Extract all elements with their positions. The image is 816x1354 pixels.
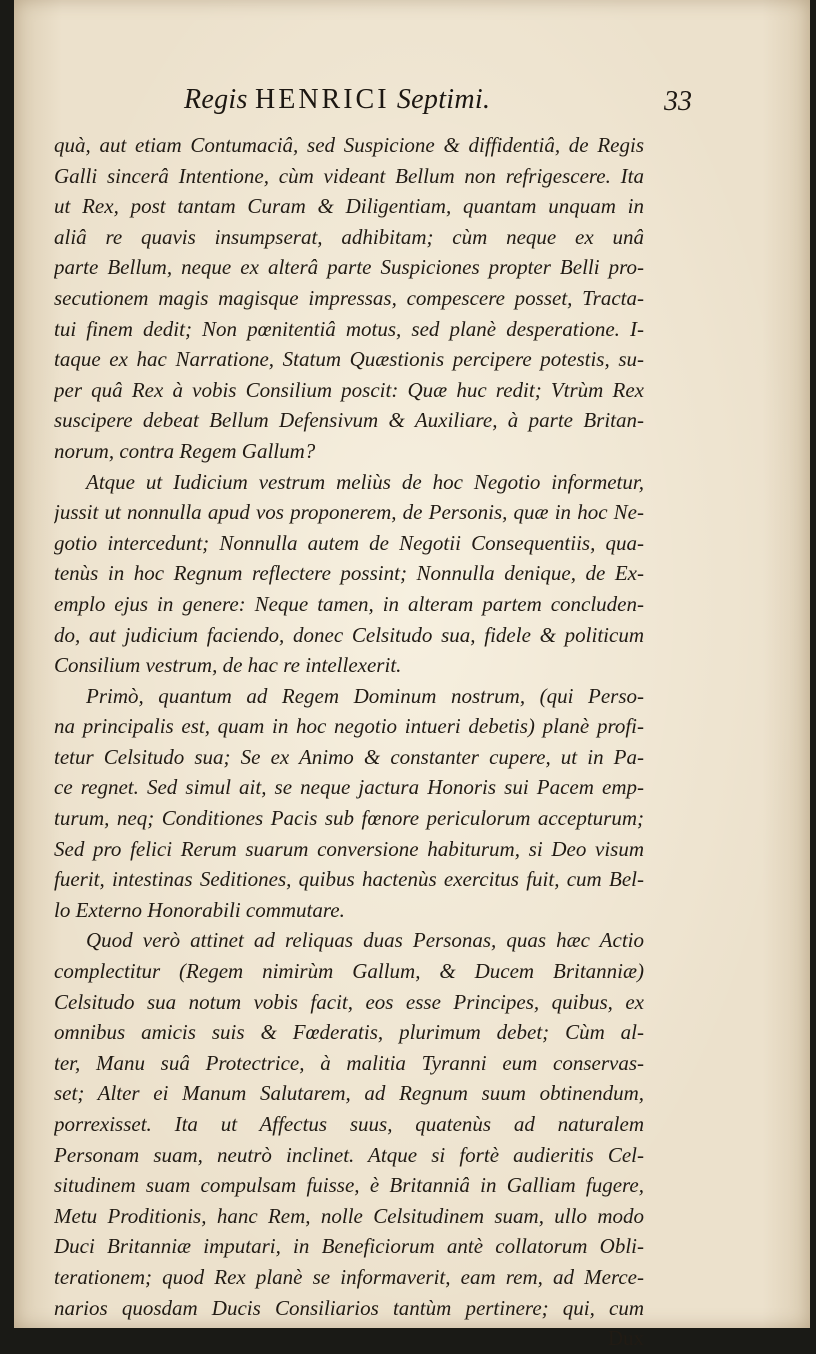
text-line: narios quosdam Ducis Consiliarios tantùm pertinere; qui, cum (54, 1295, 644, 1320)
page-header (14, 84, 810, 128)
running-title (184, 84, 490, 116)
text-line: ter, Manu suâ Protectrice, à malitia Tyranni eum conservas- (54, 1050, 644, 1075)
text-line: situdinem suam compulsam fuisse, è Britanniâ in Galliam fugere, (54, 1173, 644, 1198)
text-line: Celsitudo sua notum vobis facit, eos esse Principes, quibus, ex (54, 989, 644, 1014)
body-text (54, 130, 644, 1354)
text-line: suscipere debeat Bellum Defensivum & Auxiliare, à parte Britan- (54, 408, 644, 433)
text-line: Galli sincerâ Intentione, cùm videant Bellum non refrigescere. Ita (54, 163, 644, 188)
text-line: fuerit, intestinas Seditiones, quibus hactenùs exercitus fuit, cum Bel- (54, 867, 644, 892)
text-line: na principalis est, quam in hoc negotio intueri debetis) planè profi- (54, 714, 644, 739)
page-number: 33 (664, 86, 692, 117)
text-line: aliâ re quavis insumpserat, adhibitam; cùm neque ex unâ (54, 224, 644, 249)
text-line: jussit ut nonnulla apud vos proponerem, de Personis, quæ in hoc Ne- (54, 500, 644, 525)
text-line: Metu Proditionis, hanc Rem, nolle Celsitudinem suam, ullo modo (54, 1203, 644, 1228)
text-line: set; Alter ei Manum Salutarem, ad Regnum suum obtinendum, (54, 1081, 644, 1106)
text-line: per quâ Rex à vobis Consilium poscit: Quæ huc redit; Vtrùm Rex (54, 377, 644, 402)
running-title-king-name: HENRICI (255, 84, 390, 115)
text-line: quà, aut etiam Contumaciâ, sed Suspicione & diffidentiâ, de Regis (54, 133, 644, 157)
text-line: tetur Celsitudo sua; Se ex Animo & constanter cupere, ut in Pa- (54, 744, 644, 769)
text-line: lo Externo Honorabili commutare. (54, 897, 345, 922)
paragraph-start-line: Atque ut Iudicium vestrum meliùs de hoc Negotio informetur, (86, 469, 644, 494)
paragraph-start-line: Primò, quantum ad Regem Dominum nostrum, (qui Perso- (86, 683, 644, 708)
text-line: secutionem magis magisque impressas, compescere posset, Tracta- (54, 285, 644, 310)
running-title-suffix: Septimi. (389, 84, 491, 115)
text-line: parte Bellum, neque ex alterâ parte Suspiciones propter Belli pro- (54, 255, 644, 280)
text-line: do, aut judicium faciendo, donec Celsitudo sua, fidele & politicum (54, 622, 644, 647)
text-line: ut Rex, post tantam Curam & Diligentiam, quantam unquam in (54, 194, 644, 219)
running-title-prefix: Regis (184, 84, 256, 115)
text-line: omnibus amicis suis & Fœderatis, plurimum debet; Cùm al- (54, 1020, 644, 1045)
text-line: tui finem dedit; Non pœnitentiâ motus, sed planè desperatione. I- (54, 316, 644, 341)
text-line: turum, neq; Conditiones Pacis sub fœnore periculorum accepturum; (54, 806, 644, 831)
paragraph-start-line: Quod verò attinet ad reliquas duas Personas, quas hæc Actio (86, 928, 644, 953)
text-line: Consilium vestrum, de hac re intellexerit. (54, 653, 402, 678)
text-line: taque ex hac Narratione, Statum Quæstionis percipere potestis, su- (54, 347, 644, 372)
text-line: porrexisset. Ita ut Affectus suus, quatenùs ad naturalem (54, 1112, 644, 1136)
text-line: emplo ejus in genere: Neque tamen, in alteram partem concluden- (54, 591, 644, 616)
book-page (14, 0, 810, 1351)
text-line: terationem; quod Rex planè se informaverit, eam rem, ad Merce- (54, 1264, 644, 1289)
text-line: Duci Britanniæ imputari, in Beneficiorum antè collatorum Obli- (54, 1234, 644, 1259)
text-line: norum, contra Regem Gallum? (54, 438, 316, 463)
text-line: ce regnet. Sed simul ait, se neque jactura Honoris sui Pacem emp- (54, 775, 644, 800)
text-line: tenùs in hoc Regnum reflectere possint; Nonnulla denique, de Ex- (54, 561, 644, 586)
text-line: gotio intercedunt; Nonnulla autem de Negotii Consequentiis, qua- (54, 530, 644, 555)
text-line: complectitur (Regem nimirùm Gallum, & Ducem Britanniæ) (54, 959, 644, 984)
text-line: Sed pro felici Rerum suarum conversione habiturum, si Deo visum (54, 836, 644, 861)
catchword: Dux (607, 1326, 644, 1351)
text-line: Personam suam, neutrò inclinet. Atque si fortè audieritis Cel- (54, 1142, 644, 1167)
